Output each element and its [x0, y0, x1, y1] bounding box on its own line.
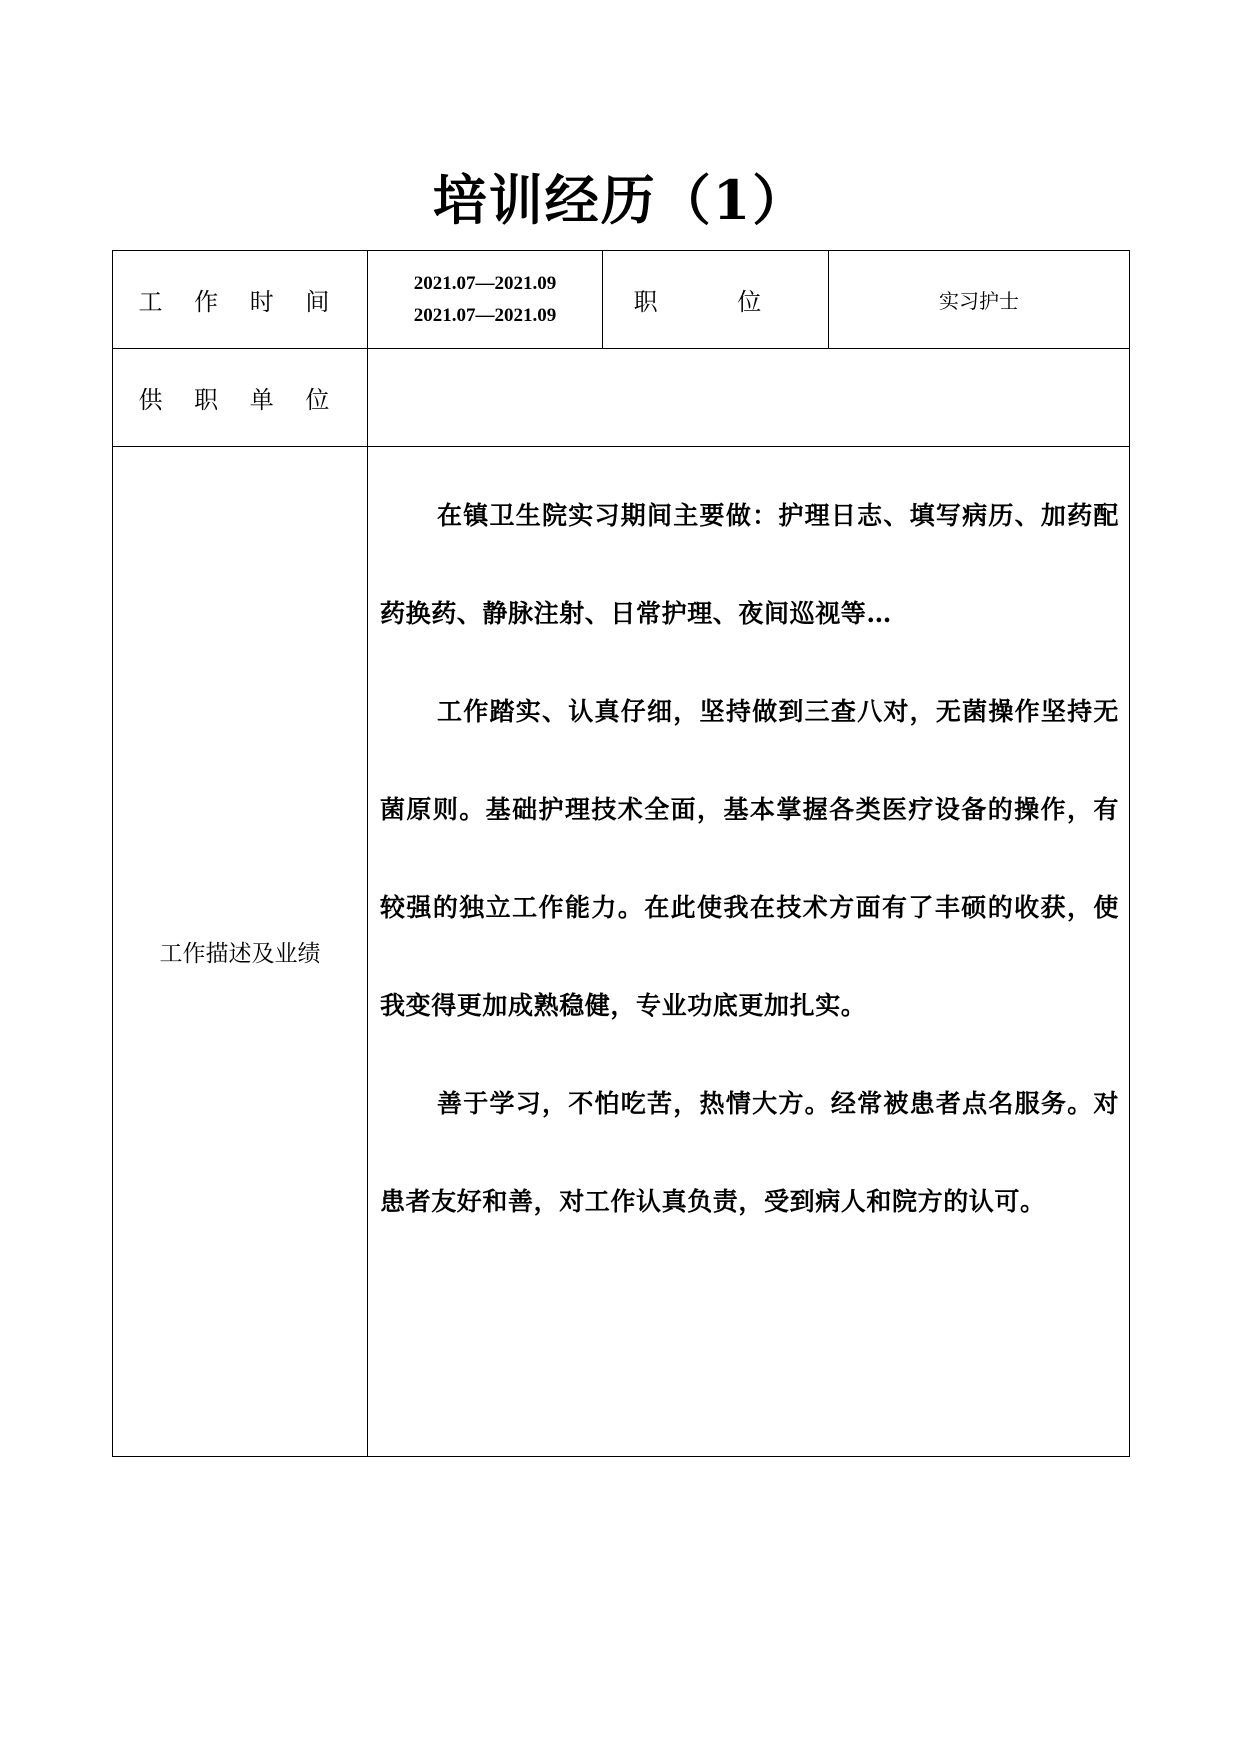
position-label: 职 位: [603, 251, 829, 349]
employer-row: [113, 349, 1130, 447]
training-experience-table: [112, 250, 1130, 1457]
work-time-row: [113, 251, 1130, 349]
work-time-line-2: 2021.07—2021.09: [413, 304, 557, 326]
position-value: 实习护士: [829, 251, 1130, 349]
employer-label: 供 职 单 位: [113, 349, 368, 447]
document-title: 培训经历（1）: [432, 168, 809, 232]
description-paragraph-2: 工作踏实、认真仔细，坚持做到三查八对，无菌操作坚持无菌原则。基础护理技术全面，基本掌握各类医疗设备的操作，有较强的独立工作能力。在此使我在技术方面有了丰硕的收获，使我变得更加成熟稳健，专业功底更加扎实。: [380, 697, 1119, 1020]
work-time-line-1: 2021.07—2021.09: [413, 272, 557, 294]
work-time-value: [368, 251, 603, 349]
employer-value: [368, 349, 1130, 447]
description-paragraph-1: 在镇卫生院实习期间主要做：护理日志、填写病历、加药配药换药、静脉注射、日常护理、夜间巡视等…: [380, 501, 1119, 628]
description-label: 工作描述及业绩: [113, 447, 368, 1457]
description-paragraph-3: 善于学习，不怕吃苦，热情大方。经常被患者点名服务。对患者友好和善，对工作认真负责，受到病人和院方的认可。: [380, 1089, 1119, 1216]
work-time-label: 工 作 时 间: [113, 251, 368, 349]
description-content: [368, 447, 1130, 1457]
description-row: [113, 447, 1130, 1457]
